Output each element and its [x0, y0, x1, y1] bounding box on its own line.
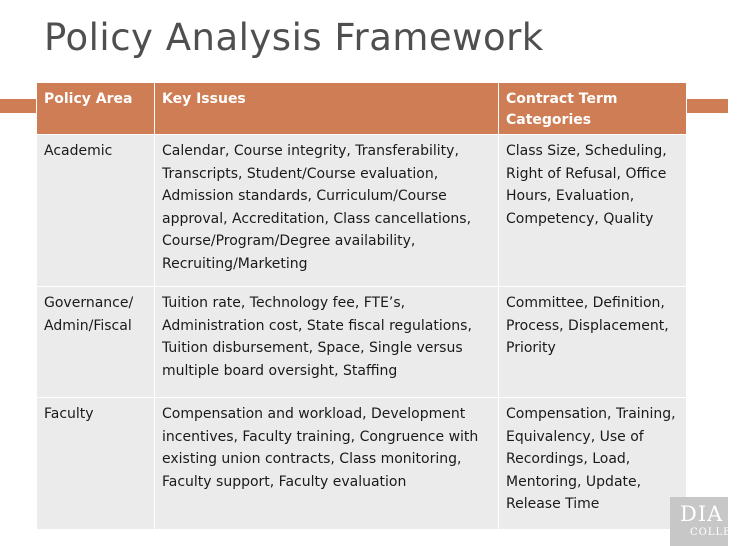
table-row [37, 135, 687, 287]
table-row [37, 398, 687, 530]
table-row [37, 287, 687, 398]
table-header-row [37, 83, 687, 135]
accent-bar-right [686, 99, 728, 113]
header-contract-terms: Contract Term Categories [499, 83, 687, 135]
cell-key-issues: Compensation and workload, Development incentives, Faculty training, Congruence with existing union contracts, Class monitoring, Faculty support, Faculty evaluation [155, 398, 499, 530]
cell-policy-area: Academic [37, 135, 155, 287]
cell-contract-terms: Committee, Definition, Process, Displacement, Priority [499, 287, 687, 398]
slide-title: Policy Analysis Framework [44, 16, 544, 59]
cell-policy-area: Governance/ Admin/Fiscal [37, 287, 155, 398]
header-key-issues: Key Issues [155, 83, 499, 135]
cell-contract-terms: Compensation, Training, Equivalency, Use of Recordings, Load, Mentoring, Update, Release Time [499, 398, 687, 530]
cell-contract-terms: Class Size, Scheduling, Right of Refusal, Office Hours, Evaluation, Competency, Quality [499, 135, 687, 287]
cell-policy-area: Faculty [37, 398, 155, 530]
college-logo [670, 497, 749, 546]
logo-text-secondary: COLLEGE [690, 527, 749, 538]
policy-framework-table [36, 82, 687, 530]
cell-key-issues: Tuition rate, Technology fee, FTE’s, Administration cost, State fiscal regulations, Tuition disbursement, Space, Single versus multiple board oversight, Staffing [155, 287, 499, 398]
header-policy-area: Policy Area [37, 83, 155, 135]
logo-text-primary: DIA [680, 502, 724, 526]
accent-bar-left [0, 99, 36, 113]
cell-key-issues: Calendar, Course integrity, Transferability, Transcripts, Student/Course evaluation, Admission standards, Curriculum/Course approval, Accreditation, Class cancellations, Course/Program/Degree availability, Recruiting/Marketing [155, 135, 499, 287]
